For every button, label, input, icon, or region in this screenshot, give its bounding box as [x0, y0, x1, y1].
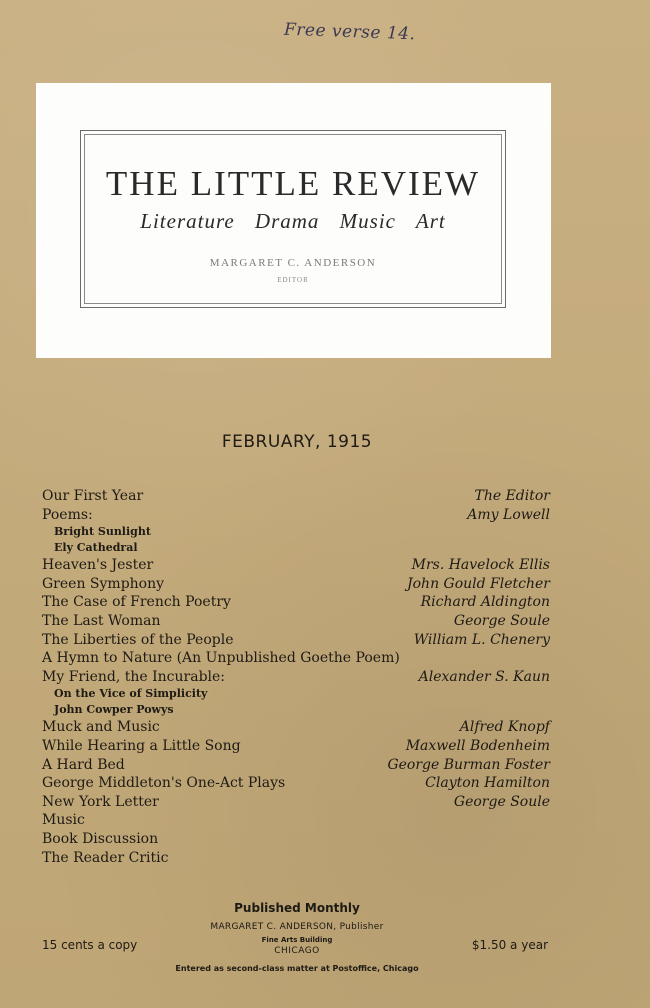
contents-title: New York Letter: [42, 793, 159, 810]
contents-author: Mrs. Havelock Ellis: [411, 557, 550, 574]
contents-subtitle: Ely Cathedral: [54, 541, 138, 555]
contents-title: While Hearing a Little Song: [42, 737, 241, 754]
contents-author: Clayton Hamilton: [425, 775, 550, 792]
contents-author: Amy Lowell: [467, 506, 550, 523]
postal-notice: Entered as second-class matter at Postoffice, Chicago: [175, 964, 419, 973]
contents-row: [42, 593, 550, 612]
contents-subtitle: Bright Sunlight: [54, 525, 151, 539]
magazine-title: THE LITTLE REVIEW: [105, 164, 481, 203]
contents-title: George Middleton's One-Act Plays: [42, 775, 286, 792]
contents-author: Richard Aldington: [420, 594, 550, 611]
contents-author: The Editor: [474, 488, 550, 504]
contents-row: [42, 849, 550, 868]
contents-row: [42, 649, 550, 668]
contents-title: Book Discussion: [42, 830, 159, 847]
issue-date: FEBRUARY, 1915: [221, 432, 373, 452]
contents-row: [42, 487, 550, 506]
magazine-subtitle: Literature Drama Music Art: [140, 209, 446, 233]
publisher-building: Fine Arts Building: [261, 936, 333, 944]
contents-row: [42, 774, 550, 793]
contents-title: Our First Year: [42, 488, 144, 504]
publisher-name: MARGARET C. ANDERSON, Publisher: [210, 922, 384, 932]
contents-title: Green Symphony: [42, 575, 165, 592]
contents-title: The Last Woman: [42, 612, 161, 629]
contents-row: [42, 506, 550, 525]
table-of-contents: [42, 487, 550, 867]
contents-title: Heaven's Jester: [42, 557, 154, 574]
publication-frequency: Published Monthly: [234, 901, 360, 915]
contents-title: The Liberties of the People: [42, 631, 234, 648]
contents-title: A Hard Bed: [42, 756, 125, 773]
contents-row: [42, 556, 550, 575]
contents-author: George Burman Foster: [387, 756, 550, 773]
contents-title: A Hymn to Nature (An Unpublished Goethe Poem): [42, 650, 400, 667]
contents-subitem: [42, 686, 550, 702]
contents-row: [42, 718, 550, 737]
contents-author: William L. Chenery: [413, 631, 550, 648]
contents-row: [42, 793, 550, 812]
contents-title: Music: [42, 812, 85, 829]
contents-title: The Reader Critic: [42, 849, 169, 866]
contents-row: [42, 737, 550, 756]
contents-author: Alfred Knopf: [459, 719, 550, 736]
contents-subitem: [42, 524, 550, 540]
contents-title: The Case of French Poetry: [42, 594, 231, 611]
price-per-copy: 15 cents a copy: [42, 938, 138, 952]
contents-subtitle: John Cowper Powys: [54, 703, 174, 717]
editor-name: MARGARET C. ANDERSON: [209, 257, 377, 269]
contents-author: John Gould Fletcher: [407, 575, 550, 592]
contents-subitem: [42, 702, 550, 718]
contents-row: [42, 668, 550, 687]
editor-role: EDITOR: [277, 276, 309, 284]
contents-row: [42, 811, 550, 830]
contents-row: [42, 612, 550, 631]
contents-author: George Soule: [453, 793, 550, 810]
contents-author: Alexander S. Kaun: [418, 668, 550, 685]
contents-subitem: [42, 540, 550, 556]
handwritten-annotation: Free verse 14.: [283, 19, 416, 45]
contents-row: [42, 631, 550, 650]
contents-author: George Soule: [453, 612, 550, 629]
contents-title: Poems:: [42, 506, 93, 523]
contents-row: [42, 830, 550, 849]
contents-row: [42, 575, 550, 594]
contents-subtitle: On the Vice of Simplicity: [54, 687, 208, 701]
contents-title: Muck and Music: [42, 719, 160, 736]
contents-author: Maxwell Bodenheim: [405, 737, 550, 754]
price-per-year: $1.50 a year: [471, 938, 548, 952]
publisher-city: CHICAGO: [274, 946, 320, 956]
contents-title: My Friend, the Incurable:: [42, 668, 226, 685]
contents-row: [42, 756, 550, 775]
